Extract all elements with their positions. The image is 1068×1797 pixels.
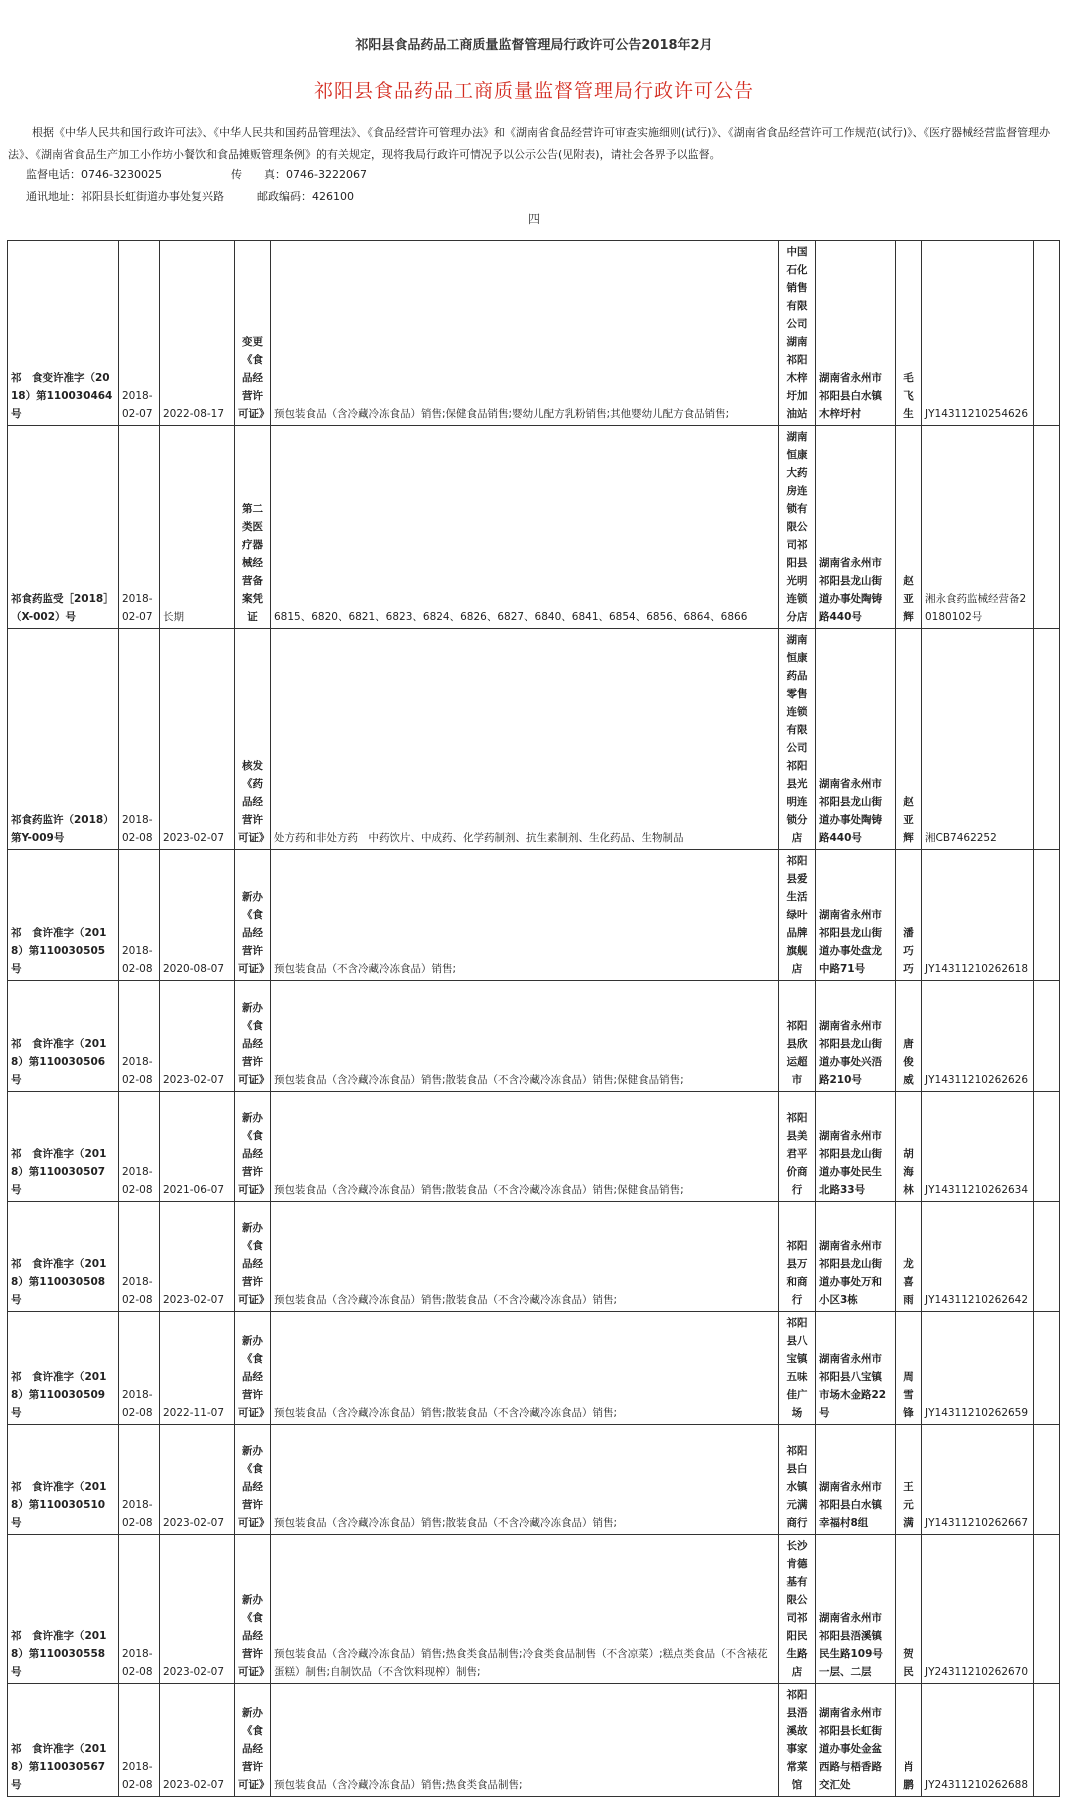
end-date-cell: 2023-02-07 — [160, 1425, 235, 1535]
section-marker: 四 — [527, 212, 540, 226]
unit-name-cell: 中国石化销售有限公司湖南祁阳木梓圩加油站 — [779, 241, 816, 426]
legal-person-cell: 贺民 — [896, 1535, 922, 1684]
legal-person-cell: 胡海林 — [896, 1092, 922, 1202]
table-row — [8, 629, 1060, 850]
contact-line-1 — [26, 166, 367, 182]
license-number-cell: JY14311210254626 — [922, 241, 1034, 426]
end-date-cell: 长期 — [160, 426, 235, 629]
contact-line-2 — [26, 188, 354, 204]
permit-number-cell: 祁 食许准字（2018）第110030506号 — [8, 981, 119, 1092]
postcode-value: 426100 — [312, 190, 354, 203]
business-scope-cell: 预包装食品（含冷藏冷冻食品）销售;散装食品（不含冷藏冷冻食品）销售;保健食品销售; — [271, 981, 779, 1092]
fax-label: 传 真： — [231, 168, 286, 181]
permit-type-cell: 核发《药品经营许可证》 — [235, 629, 271, 850]
legal-person-cell: 赵亚辉 — [896, 629, 922, 850]
license-number-cell: JY14311210262626 — [922, 981, 1034, 1092]
blank-cell — [1034, 1092, 1060, 1202]
permit-type-cell: 新办《食品经营许可证》 — [235, 1425, 271, 1535]
business-scope-cell: 预包装食品（含冷藏冷冻食品）销售;散装食品（不含冷藏冷冻食品）销售; — [271, 1312, 779, 1425]
permit-type-cell: 新办《食品经营许可证》 — [235, 850, 271, 981]
permit-type-cell: 变更《食品经营许可证》 — [235, 241, 271, 426]
table-row — [8, 1535, 1060, 1684]
address-cell: 湖南省永州市祁阳县龙山街道办事处盘龙中路71号 — [816, 850, 896, 981]
permit-type-cell: 新办《食品经营许可证》 — [235, 981, 271, 1092]
start-date-cell: 2018-02-08 — [119, 850, 160, 981]
address-cell: 湖南省永州市祁阳县浯溪镇民生路109号一层、二层 — [816, 1535, 896, 1684]
business-scope-cell: 预包装食品（不含冷藏冷冻食品）销售; — [271, 850, 779, 981]
legal-person-cell: 潘巧巧 — [896, 850, 922, 981]
table-row — [8, 850, 1060, 981]
intro-paragraph — [8, 122, 1060, 166]
table-row — [8, 426, 1060, 629]
license-number-cell: 湘CB7462252 — [922, 629, 1034, 850]
address-label: 通讯地址： — [26, 190, 81, 203]
start-date-cell: 2018-02-08 — [119, 1312, 160, 1425]
business-scope-cell: 预包装食品（含冷藏冷冻食品）销售;保健食品销售;婴幼儿配方乳粉销售;其他婴幼儿配方食品销售; — [271, 241, 779, 426]
table-row — [8, 1092, 1060, 1202]
license-number-cell: 湘永食药监械经营备20180102号 — [922, 426, 1034, 629]
unit-name-cell: 祁阳县欣运超市 — [779, 981, 816, 1092]
address-cell: 湖南省永州市祁阳县龙山街道办事处陶铸路440号 — [816, 629, 896, 850]
permit-type-cell: 新办《食品经营许可证》 — [235, 1092, 271, 1202]
blank-cell — [1034, 1535, 1060, 1684]
start-date-cell: 2018-02-08 — [119, 1202, 160, 1312]
legal-person-cell: 龙喜雨 — [896, 1202, 922, 1312]
permit-number-cell: 祁 食许准字（2018）第110030507号 — [8, 1092, 119, 1202]
blank-cell — [1034, 1312, 1060, 1425]
page-title: 祁阳县食品药品工商质量监督管理局行政许可公告2018年2月 — [355, 38, 713, 53]
table-row — [8, 1312, 1060, 1425]
blank-cell — [1034, 1684, 1060, 1797]
address-cell: 湖南省永州市祁阳县龙山街道办事处万和小区3栋 — [816, 1202, 896, 1312]
business-scope-cell: 6815、6820、6821、6823、6824、6826、6827、6840、6841、6854、6856、6864、6866 — [271, 426, 779, 629]
unit-name-cell: 长沙肯德基有限公司祁阳民生路店 — [779, 1535, 816, 1684]
permit-number-cell: 祁食药监许（2018）第Y-009号 — [8, 629, 119, 850]
unit-name-cell: 祁阳县八宝镇五味佳广场 — [779, 1312, 816, 1425]
blank-cell — [1034, 1202, 1060, 1312]
unit-name-cell: 祁阳县爱生活绿叶品牌旗舰店 — [779, 850, 816, 981]
legal-person-cell: 肖鹏 — [896, 1684, 922, 1797]
start-date-cell: 2018-02-08 — [119, 1425, 160, 1535]
unit-name-cell: 祁阳县白水镇元满商行 — [779, 1425, 816, 1535]
permit-type-cell: 新办《食品经营许可证》 — [235, 1684, 271, 1797]
table-row — [8, 1425, 1060, 1535]
start-date-cell: 2018-02-07 — [119, 241, 160, 426]
license-number-cell: JY14311210262667 — [922, 1425, 1034, 1535]
permit-type-cell: 新办《食品经营许可证》 — [235, 1535, 271, 1684]
permit-number-cell: 祁 食许准字（2018）第110030508号 — [8, 1202, 119, 1312]
table-row — [8, 1202, 1060, 1312]
blank-cell — [1034, 629, 1060, 850]
address-cell: 湖南省永州市祁阳县白水镇幸福村8组 — [816, 1425, 896, 1535]
phone-label: 监督电话： — [26, 168, 81, 181]
end-date-cell: 2023-02-07 — [160, 629, 235, 850]
start-date-cell: 2018-02-08 — [119, 1684, 160, 1797]
permit-type-cell: 第二类医疗器械经营备案凭证 — [235, 426, 271, 629]
address-cell: 湖南省永州市祁阳县龙山街道办事处民生北路33号 — [816, 1092, 896, 1202]
table-row — [8, 241, 1060, 426]
end-date-cell: 2022-08-17 — [160, 241, 235, 426]
address-cell: 湖南省永州市祁阳县龙山街道办事处兴浯路210号 — [816, 981, 896, 1092]
legal-person-cell: 王元满 — [896, 1425, 922, 1535]
permit-number-cell: 祁食药监受［2018］（X-002）号 — [8, 426, 119, 629]
address-cell: 湖南省永州市祁阳县白水镇木梓圩村 — [816, 241, 896, 426]
end-date-cell: 2020-08-07 — [160, 850, 235, 981]
unit-name-cell: 湖南恒康大药房连锁有限公司祁阳县光明连锁分店 — [779, 426, 816, 629]
fax-value: 0746-3222067 — [286, 168, 367, 181]
blank-cell — [1034, 426, 1060, 629]
license-number-cell: JY24311210262670 — [922, 1535, 1034, 1684]
business-scope-cell: 预包装食品（含冷藏冷冻食品）销售;散装食品（不含冷藏冷冻食品）销售; — [271, 1425, 779, 1535]
blank-cell — [1034, 981, 1060, 1092]
permit-number-cell: 祁 食变许准字（2018）第110030464号 — [8, 241, 119, 426]
end-date-cell: 2023-02-07 — [160, 1202, 235, 1312]
blank-cell — [1034, 850, 1060, 981]
permit-number-cell: 祁 食许准字（2018）第110030505号 — [8, 850, 119, 981]
legal-person-cell: 周雪锋 — [896, 1312, 922, 1425]
permit-table — [7, 240, 1060, 1797]
start-date-cell: 2018-02-07 — [119, 426, 160, 629]
permit-number-cell: 祁 食许准字（2018）第110030509号 — [8, 1312, 119, 1425]
business-scope-cell: 处方药和非处方药 中药饮片、中成药、化学药制剂、抗生素制剂、生化药品、生物制品 — [271, 629, 779, 850]
intro-text: 根据《中华人民共和国行政许可法》、《中华人民共和国药品管理法》、《食品经营许可管理办法》和《湖南省食品经营许可审查实施细则(试行)》、《湖南省食品经营许可工作规范(试行)》、《医疗器械经营监督管理办法》、《湖南省食品生产加工小作坊小餐饮和食品摊贩管理条例》的有关规定，现将我局行政许可情况予以公示公告(见附表)，请社会各界予以监督。 — [8, 126, 1051, 161]
blank-cell — [1034, 241, 1060, 426]
license-number-cell: JY14311210262642 — [922, 1202, 1034, 1312]
document-heading: 祁阳县食品药品工商质量监督管理局行政许可公告 — [313, 80, 754, 102]
address-cell: 湖南省永州市祁阳县八宝镇市场木金路22号 — [816, 1312, 896, 1425]
postcode-label: 邮政编码： — [257, 190, 312, 203]
business-scope-cell: 预包装食品（含冷藏冷冻食品）销售;散装食品（不含冷藏冷冻食品）销售;保健食品销售; — [271, 1092, 779, 1202]
start-date-cell: 2018-02-08 — [119, 1092, 160, 1202]
unit-name-cell: 湖南恒康药品零售连锁有限公司祁阳县光明连锁分店 — [779, 629, 816, 850]
end-date-cell: 2023-02-07 — [160, 981, 235, 1092]
business-scope-cell: 预包装食品（含冷藏冷冻食品）销售;散装食品（不含冷藏冷冻食品）销售; — [271, 1202, 779, 1312]
permit-number-cell: 祁 食许准字（2018）第110030558号 — [8, 1535, 119, 1684]
start-date-cell: 2018-02-08 — [119, 981, 160, 1092]
end-date-cell: 2023-02-07 — [160, 1535, 235, 1684]
unit-name-cell: 祁阳县浯溪故事家常菜馆 — [779, 1684, 816, 1797]
license-number-cell: JY24311210262688 — [922, 1684, 1034, 1797]
start-date-cell: 2018-02-08 — [119, 1535, 160, 1684]
permit-type-cell: 新办《食品经营许可证》 — [235, 1202, 271, 1312]
permit-number-cell: 祁 食许准字（2018）第110030510号 — [8, 1425, 119, 1535]
blank-cell — [1034, 1425, 1060, 1535]
end-date-cell: 2022-11-07 — [160, 1312, 235, 1425]
address-value: 祁阳县长虹街道办事处复兴路 — [81, 190, 224, 203]
permit-type-cell: 新办《食品经营许可证》 — [235, 1312, 271, 1425]
license-number-cell: JY14311210262634 — [922, 1092, 1034, 1202]
end-date-cell: 2021-06-07 — [160, 1092, 235, 1202]
unit-name-cell: 祁阳县美君平价商行 — [779, 1092, 816, 1202]
unit-name-cell: 祁阳县万和商行 — [779, 1202, 816, 1312]
business-scope-cell: 预包装食品（含冷藏冷冻食品）销售;热食类食品制售;冷食类食品制售（不含凉菜）;糕点类食品（不含裱花蛋糕）制售;自制饮品（不含饮料现榨）制售; — [271, 1535, 779, 1684]
phone-value: 0746-3230025 — [81, 168, 162, 181]
license-number-cell: JY14311210262618 — [922, 850, 1034, 981]
license-number-cell: JY14311210262659 — [922, 1312, 1034, 1425]
table-row — [8, 981, 1060, 1092]
table-row — [8, 1684, 1060, 1797]
legal-person-cell: 赵亚辉 — [896, 426, 922, 629]
end-date-cell: 2023-02-07 — [160, 1684, 235, 1797]
legal-person-cell: 毛飞生 — [896, 241, 922, 426]
business-scope-cell: 预包装食品（含冷藏冷冻食品）销售;热食类食品制售; — [271, 1684, 779, 1797]
permit-number-cell: 祁 食许准字（2018）第110030567号 — [8, 1684, 119, 1797]
address-cell: 湖南省永州市祁阳县长虹街道办事处金盆西路与梧香路交汇处 — [816, 1684, 896, 1797]
address-cell: 湖南省永州市祁阳县龙山街道办事处陶铸路440号 — [816, 426, 896, 629]
legal-person-cell: 唐俊威 — [896, 981, 922, 1092]
start-date-cell: 2018-02-08 — [119, 629, 160, 850]
